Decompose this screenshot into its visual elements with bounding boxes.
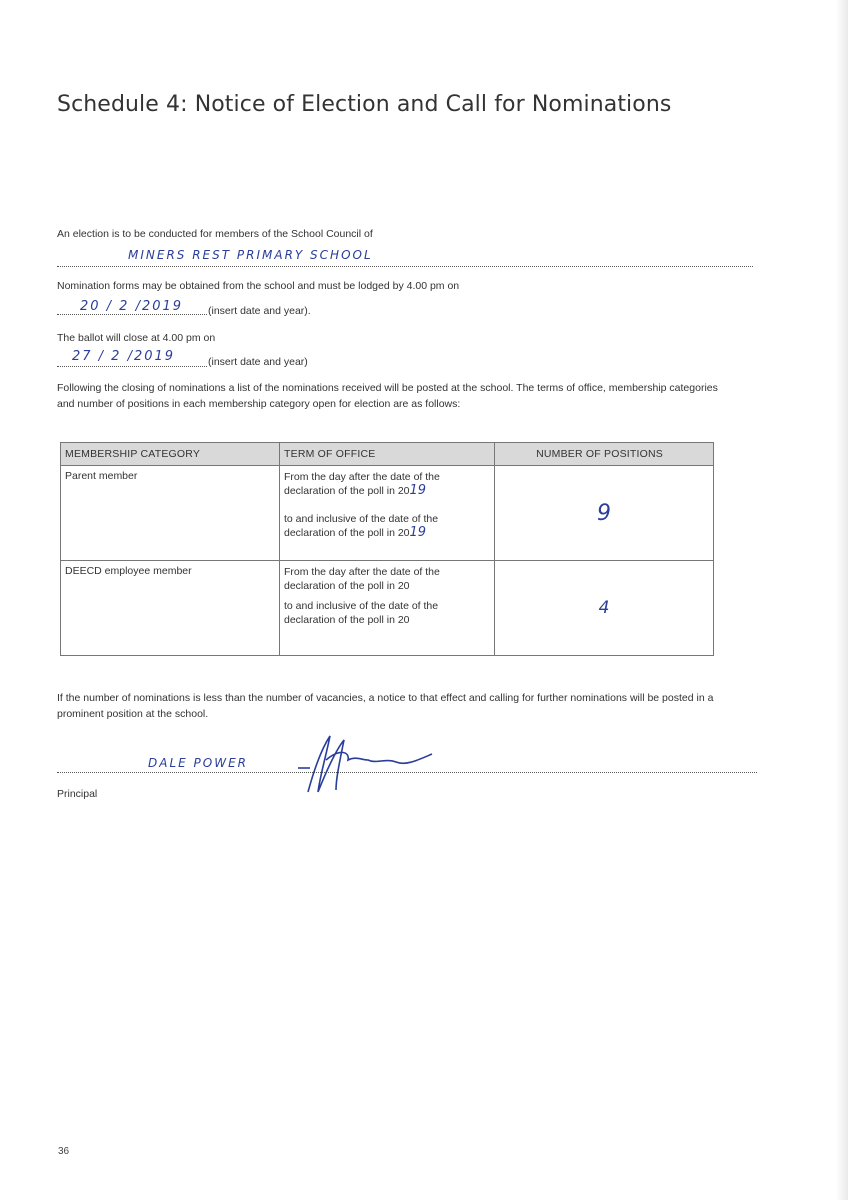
ballot-date-line (57, 366, 207, 367)
ballot-date-suffix: (insert date and year) (208, 356, 308, 368)
header-number-of-positions: NUMBER OF POSITIONS (495, 443, 714, 466)
nomination-date-suffix: (insert date and year). (208, 305, 311, 317)
positions-handwritten: 4 (598, 598, 610, 618)
term-from-year-handwritten: 19 (409, 483, 427, 498)
term-to-text: to and inclusive of the date of the declaration of the poll in 20 (284, 600, 439, 626)
positions-handwritten: 9 (597, 500, 611, 526)
page-number: 36 (58, 1146, 70, 1157)
principal-signature (296, 730, 446, 800)
school-name-handwritten: MINERS REST PRIMARY SCHOOL (128, 248, 373, 262)
nomination-date-handwritten: 20 / 2 /2019 (80, 299, 184, 314)
following-paragraph: Following the closing of nominations a list of the nominations received will be posted at the school. The terms of office, membership categories and number of positions in each membership category open for election are as follows: (57, 382, 718, 410)
ballot-text: The ballot will close at 4.00 pm on (57, 332, 216, 344)
intro-text: An election is to be conducted for members of the School Council of (57, 228, 373, 240)
term-to-text: to and inclusive of the date of the declaration of the poll in 2019 (284, 513, 439, 540)
term-from-text: From the day after the date of the declaration of the poll in 2019 (284, 471, 440, 498)
principal-label: Principal (57, 788, 98, 800)
term-cell (280, 561, 495, 656)
page-edge-shadow (836, 0, 848, 1200)
header-term-of-office: TERM OF OFFICE (280, 443, 495, 466)
vacancies-paragraph: If the number of nominations is less than the number of vacancies, a notice to that effect and calling for further nominations will be posted in a prominent position at the school. (57, 692, 714, 720)
positions-cell (495, 561, 714, 656)
header-membership-category: MEMBERSHIP CATEGORY (61, 443, 280, 466)
table-row (61, 561, 714, 656)
page-title: Schedule 4: Notice of Election and Call for Nominations (57, 92, 672, 117)
nomination-text: Nomination forms may be obtained from the school and must be lodged by 4.00 pm on (57, 280, 460, 292)
term-cell (280, 466, 495, 561)
membership-table (60, 442, 714, 656)
term-from-text: From the day after the date of the declaration of the poll in 20 (284, 566, 440, 592)
category-cell: DEECD employee member (61, 561, 280, 656)
nomination-date-line (57, 314, 207, 315)
table-row (61, 466, 714, 561)
school-name-line (57, 266, 753, 267)
positions-cell (495, 466, 714, 561)
category-cell: Parent member (61, 466, 280, 561)
ballot-date-handwritten: 27 / 2 /2019 (72, 349, 176, 364)
term-to-year-handwritten: 19 (409, 525, 427, 540)
principal-name-handwritten: DALE POWER (148, 756, 248, 770)
